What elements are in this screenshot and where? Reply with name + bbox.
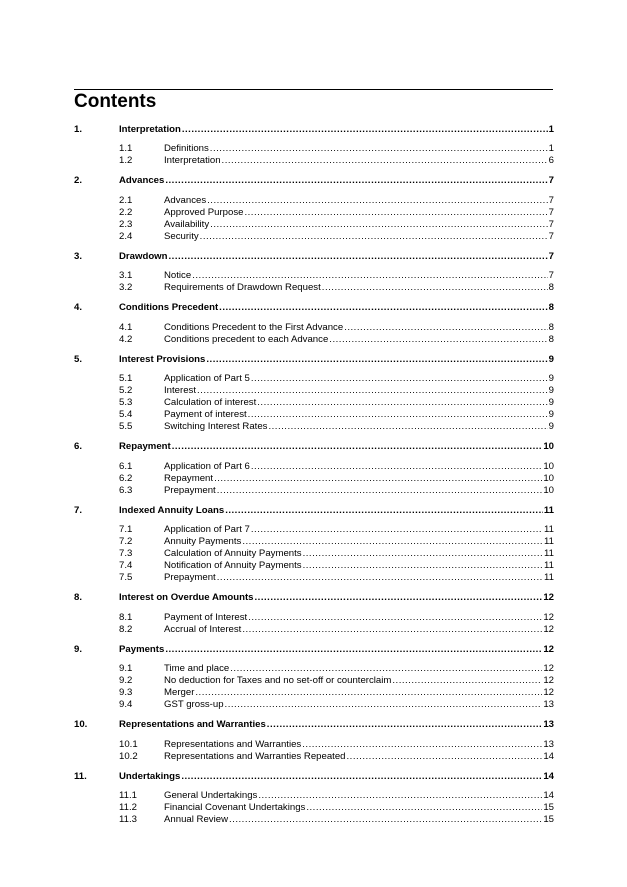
dot-leader <box>302 739 542 751</box>
section-title: Interest on Overdue Amounts <box>119 592 254 604</box>
section-page-number: 7 <box>548 250 554 262</box>
subsection-page-number: 10 <box>543 460 554 472</box>
toc-subsection-entry[interactable] <box>74 155 554 167</box>
toc-subsection-list <box>74 373 554 433</box>
subsection-number: 7.5 <box>119 572 133 584</box>
dot-leader <box>251 524 543 536</box>
subsection-title: Repayment <box>164 472 214 484</box>
section-title: Undertakings <box>119 770 181 782</box>
dot-leader <box>268 421 547 433</box>
section-number: 4. <box>74 302 83 314</box>
section-number: 10. <box>74 719 88 731</box>
dot-leader <box>210 219 548 231</box>
subsection-page-number: 9 <box>548 409 554 421</box>
subsection-page-number: 9 <box>548 372 554 384</box>
subsection-title: General Undertakings <box>164 789 258 801</box>
toc-section <box>74 505 554 585</box>
toc-subsection-list <box>74 143 554 167</box>
toc-subsection-entry[interactable] <box>74 373 554 385</box>
toc-section-entry[interactable] <box>74 441 554 453</box>
dot-leader <box>248 409 548 421</box>
subsection-page-number: 7 <box>548 218 554 230</box>
dot-leader <box>214 473 542 485</box>
dot-leader <box>195 687 542 699</box>
section-number: 1. <box>74 124 83 135</box>
section-number: 11. <box>74 770 87 782</box>
toc-subsection-entry[interactable] <box>74 560 554 572</box>
toc-subsection-entry[interactable] <box>74 536 554 548</box>
subsection-number: 7.3 <box>119 548 133 560</box>
dot-leader <box>303 560 543 572</box>
subsection-page-number: 13 <box>543 699 554 711</box>
subsection-title: Definitions <box>164 143 209 155</box>
table-of-contents <box>74 124 554 834</box>
subsection-title: Representations and Warranties Repeated <box>164 750 346 762</box>
subsection-number: 2.1 <box>119 194 133 206</box>
toc-section <box>74 124 554 167</box>
toc-section-entry[interactable] <box>74 354 554 366</box>
subsection-number: 4.2 <box>119 333 133 345</box>
toc-subsection-entry[interactable] <box>74 207 554 219</box>
section-page-number: 7 <box>548 175 554 187</box>
section-page-number: 9 <box>548 353 554 365</box>
toc-section <box>74 251 554 294</box>
section-title: Conditions Precedent <box>119 302 219 314</box>
toc-subsection-entry[interactable] <box>74 751 554 763</box>
subsection-page-number: 11 <box>544 548 554 560</box>
subsection-page-number: 15 <box>543 802 554 813</box>
dot-leader <box>230 663 542 675</box>
subsection-page-number: 8 <box>548 321 554 333</box>
dot-leader <box>229 814 542 826</box>
section-title: Payments <box>119 643 165 655</box>
section-number: 3. <box>74 250 83 262</box>
toc-subsection-entry[interactable] <box>74 485 554 497</box>
toc-section-entry[interactable] <box>74 644 554 656</box>
subsection-page-number: 11 <box>544 560 554 572</box>
toc-section <box>74 592 554 635</box>
subsection-number: 7.2 <box>119 536 133 548</box>
section-page-number: 12 <box>543 643 554 655</box>
subsection-number: 3.2 <box>119 282 133 294</box>
toc-subsection-entry[interactable] <box>74 195 554 207</box>
subsection-title: Application of Part 5 <box>164 372 250 384</box>
subsection-number: 2.2 <box>119 206 133 218</box>
subsection-page-number: 11 <box>544 572 554 584</box>
dot-leader <box>225 505 543 517</box>
dot-leader <box>306 802 542 814</box>
toc-section-entry[interactable] <box>74 175 554 187</box>
dot-leader <box>322 282 548 294</box>
subsection-title: Payment of interest <box>164 409 247 421</box>
toc-section-entry[interactable] <box>74 124 554 136</box>
subsection-title: Calculation of interest <box>164 397 257 409</box>
subsection-page-number: 12 <box>543 623 554 635</box>
subsection-title: Application of Part 6 <box>164 460 250 472</box>
dot-leader <box>347 751 543 763</box>
dot-leader <box>344 322 547 334</box>
section-page-number: 12 <box>543 592 554 604</box>
toc-subsection-list <box>74 195 554 243</box>
subsection-number: 1.1 <box>119 143 133 155</box>
toc-subsection-entry[interactable] <box>74 231 554 243</box>
subsection-title: Prepayment <box>164 484 216 496</box>
subsection-title: GST gross-up <box>164 699 224 711</box>
section-number: 2. <box>74 175 83 187</box>
dot-leader <box>267 719 543 731</box>
toc-subsection-entry[interactable] <box>74 282 554 294</box>
section-number: 5. <box>74 353 83 365</box>
subsection-page-number: 7 <box>548 194 554 206</box>
dot-leader <box>244 207 547 219</box>
subsection-page-number: 8 <box>548 282 554 294</box>
toc-section-entry[interactable] <box>74 251 554 263</box>
dot-leader <box>206 354 547 366</box>
dot-leader <box>329 334 547 346</box>
subsection-number: 9.2 <box>119 675 133 687</box>
subsection-title: Time and place <box>164 663 230 674</box>
subsection-title: Annuity Payments <box>164 536 242 548</box>
toc-subsection-entry[interactable] <box>74 397 554 409</box>
toc-subsection-entry[interactable] <box>74 814 554 826</box>
subsection-title: Accrual of Interest <box>164 623 242 635</box>
subsection-number: 6.2 <box>119 472 133 484</box>
toc-subsection-entry[interactable] <box>74 687 554 699</box>
toc-section <box>74 644 554 712</box>
dot-leader <box>251 461 542 473</box>
dot-leader <box>172 441 543 453</box>
toc-subsection-entry[interactable] <box>74 699 554 711</box>
dot-leader <box>197 385 548 397</box>
subsection-number: 6.3 <box>119 484 133 496</box>
section-page-number: 10 <box>543 441 554 453</box>
toc-section-entry[interactable] <box>74 771 554 783</box>
subsection-number: 4.1 <box>119 321 133 333</box>
toc-section <box>74 175 554 243</box>
subsection-title: Approved Purpose <box>164 206 244 218</box>
subsection-number: 11.3 <box>119 814 137 826</box>
toc-subsection-entry[interactable] <box>74 461 554 473</box>
toc-subsection-entry[interactable] <box>74 143 554 155</box>
subsection-title: Calculation of Annuity Payments <box>164 548 302 560</box>
subsection-page-number: 9 <box>548 397 554 409</box>
subsection-title: No deduction for Taxes and no set-off or counterclaim <box>164 675 392 687</box>
subsection-number: 10.2 <box>119 750 138 762</box>
subsection-number: 9.1 <box>119 663 133 674</box>
subsection-number: 11.1 <box>119 789 137 801</box>
dot-leader <box>255 592 543 604</box>
subsection-page-number: 6 <box>548 155 554 167</box>
subsection-page-number: 9 <box>548 421 554 433</box>
subsection-title: Switching Interest Rates <box>164 421 268 433</box>
subsection-title: Interpretation <box>164 155 221 167</box>
subsection-page-number: 7 <box>548 230 554 242</box>
subsection-number: 3.1 <box>119 270 133 282</box>
subsection-page-number: 11 <box>544 536 554 548</box>
subsection-number: 8.1 <box>119 611 133 623</box>
subsection-page-number: 11 <box>544 524 554 535</box>
subsection-title: Prepayment <box>164 572 216 584</box>
section-page-number: 13 <box>543 719 554 731</box>
toc-section <box>74 302 554 345</box>
dot-leader <box>225 699 543 711</box>
toc-section <box>74 771 554 827</box>
toc-subsection-entry[interactable] <box>74 334 554 346</box>
toc-subsection-entry[interactable] <box>74 421 554 433</box>
toc-section <box>74 354 554 434</box>
dot-leader <box>219 302 548 314</box>
subsection-title: Payment of Interest <box>164 611 248 623</box>
subsection-number: 7.1 <box>119 524 133 535</box>
toc-subsection-entry[interactable] <box>74 270 554 282</box>
dot-leader <box>222 155 548 167</box>
toc-subsection-list <box>74 663 554 711</box>
subsection-title: Interest <box>164 385 196 396</box>
subsection-number: 5.2 <box>119 385 133 396</box>
dot-leader <box>242 624 542 636</box>
subsection-number: 11.2 <box>119 802 137 813</box>
toc-subsection-entry[interactable] <box>74 675 554 687</box>
toc-subsection-list <box>74 461 554 497</box>
toc-subsection-entry[interactable] <box>74 548 554 560</box>
section-page-number: 8 <box>548 302 554 314</box>
subsection-page-number: 8 <box>548 333 554 345</box>
subsection-page-number: 12 <box>543 687 554 699</box>
toc-subsection-list <box>74 790 554 826</box>
subsection-title: Financial Covenant Undertakings <box>164 802 306 813</box>
subsection-number: 9.3 <box>119 687 133 699</box>
subsection-title: Conditions Precedent to the First Advance <box>164 321 344 333</box>
toc-subsection-list <box>74 270 554 294</box>
dot-leader <box>251 373 548 385</box>
dot-leader <box>303 548 543 560</box>
section-page-number: 11 <box>543 504 554 516</box>
toc-subsection-entry[interactable] <box>74 409 554 421</box>
subsection-title: Annual Review <box>164 814 228 826</box>
section-title: Interest Provisions <box>119 353 206 365</box>
subsection-title: Representations and Warranties <box>164 738 302 750</box>
toc-section-entry[interactable] <box>74 505 554 517</box>
subsection-page-number: 7 <box>548 206 554 218</box>
section-title: Advances <box>119 175 165 187</box>
subsection-number: 5.4 <box>119 409 133 421</box>
dot-leader <box>169 251 548 263</box>
toc-subsection-list <box>74 322 554 346</box>
section-title: Indexed Annuity Loans <box>119 504 225 516</box>
toc-subsection-list <box>74 524 554 584</box>
subsection-number: 5.1 <box>119 372 133 384</box>
subsection-title: Requirements of Drawdown Request <box>164 282 321 294</box>
subsection-title: Notification of Annuity Payments <box>164 560 302 572</box>
subsection-number: 6.1 <box>119 460 133 472</box>
dot-leader <box>257 397 547 409</box>
dot-leader <box>248 612 542 624</box>
subsection-page-number: 14 <box>543 789 554 801</box>
subsection-title: Advances <box>164 194 207 206</box>
toc-subsection-entry[interactable] <box>74 739 554 751</box>
toc-subsection-entry[interactable] <box>74 219 554 231</box>
toc-subsection-entry[interactable] <box>74 802 554 814</box>
toc-section-entry[interactable] <box>74 592 554 604</box>
subsection-number: 2.3 <box>119 218 133 230</box>
toc-subsection-entry[interactable] <box>74 322 554 334</box>
subsection-number: 1.2 <box>119 155 133 167</box>
subsection-page-number: 15 <box>543 814 554 826</box>
dot-leader <box>242 536 543 548</box>
dot-leader <box>258 790 542 802</box>
section-number: 7. <box>74 504 83 516</box>
toc-subsection-entry[interactable] <box>74 524 554 536</box>
subsection-page-number: 13 <box>543 738 554 750</box>
subsection-page-number: 9 <box>548 385 554 396</box>
dot-leader <box>165 175 547 187</box>
dot-leader <box>192 270 547 282</box>
subsection-page-number: 14 <box>543 750 554 762</box>
section-number: 6. <box>74 441 83 453</box>
section-title: Repayment <box>119 441 171 453</box>
subsection-title: Conditions precedent to each Advance <box>164 333 329 345</box>
subsection-number: 7.4 <box>119 560 133 572</box>
section-number: 8. <box>74 592 83 604</box>
subsection-number: 5.5 <box>119 421 133 433</box>
section-title: Drawdown <box>119 250 168 262</box>
toc-subsection-entry[interactable] <box>74 790 554 802</box>
toc-subsection-entry[interactable] <box>74 624 554 636</box>
toc-subsection-list <box>74 739 554 763</box>
subsection-page-number: 12 <box>543 663 554 674</box>
subsection-page-number: 7 <box>548 270 554 282</box>
section-title: Representations and Warranties <box>119 719 266 731</box>
subsection-page-number: 1 <box>548 143 554 155</box>
dot-leader <box>165 644 542 656</box>
toc-subsection-entry[interactable] <box>74 572 554 584</box>
toc-section-entry[interactable] <box>74 719 554 731</box>
toc-subsection-entry[interactable] <box>74 385 554 397</box>
toc-section <box>74 719 554 762</box>
section-number: 9. <box>74 643 83 655</box>
toc-subsection-entry[interactable] <box>74 663 554 675</box>
toc-subsection-list <box>74 612 554 636</box>
subsection-page-number: 12 <box>543 611 554 623</box>
subsection-number: 10.1 <box>119 738 138 750</box>
dot-leader <box>182 124 548 136</box>
subsection-page-number: 10 <box>543 472 554 484</box>
subsection-title: Notice <box>164 270 192 282</box>
subsection-number: 2.4 <box>119 230 133 242</box>
dot-leader <box>207 195 548 207</box>
page-title: Contents <box>74 91 157 112</box>
subsection-page-number: 10 <box>543 484 554 496</box>
dot-leader <box>210 143 548 155</box>
dot-leader <box>217 572 543 584</box>
toc-section-entry[interactable] <box>74 302 554 314</box>
subsection-title: Security <box>164 230 199 242</box>
toc-subsection-entry[interactable] <box>74 473 554 485</box>
toc-section <box>74 441 554 497</box>
subsection-number: 8.2 <box>119 623 133 635</box>
toc-subsection-entry[interactable] <box>74 612 554 624</box>
section-page-number: 14 <box>543 770 554 782</box>
subsection-title: Application of Part 7 <box>164 524 250 535</box>
dot-leader <box>181 771 542 783</box>
subsection-title: Availability <box>164 218 210 230</box>
section-title: Interpretation <box>119 124 181 135</box>
dot-leader <box>217 485 543 497</box>
dot-leader <box>392 675 542 687</box>
subsection-page-number: 12 <box>543 675 554 687</box>
subsection-title: Merger <box>164 687 195 699</box>
dot-leader <box>200 231 548 243</box>
subsection-number: 9.4 <box>119 699 133 711</box>
section-page-number: 1 <box>548 124 554 135</box>
subsection-number: 5.3 <box>119 397 133 409</box>
